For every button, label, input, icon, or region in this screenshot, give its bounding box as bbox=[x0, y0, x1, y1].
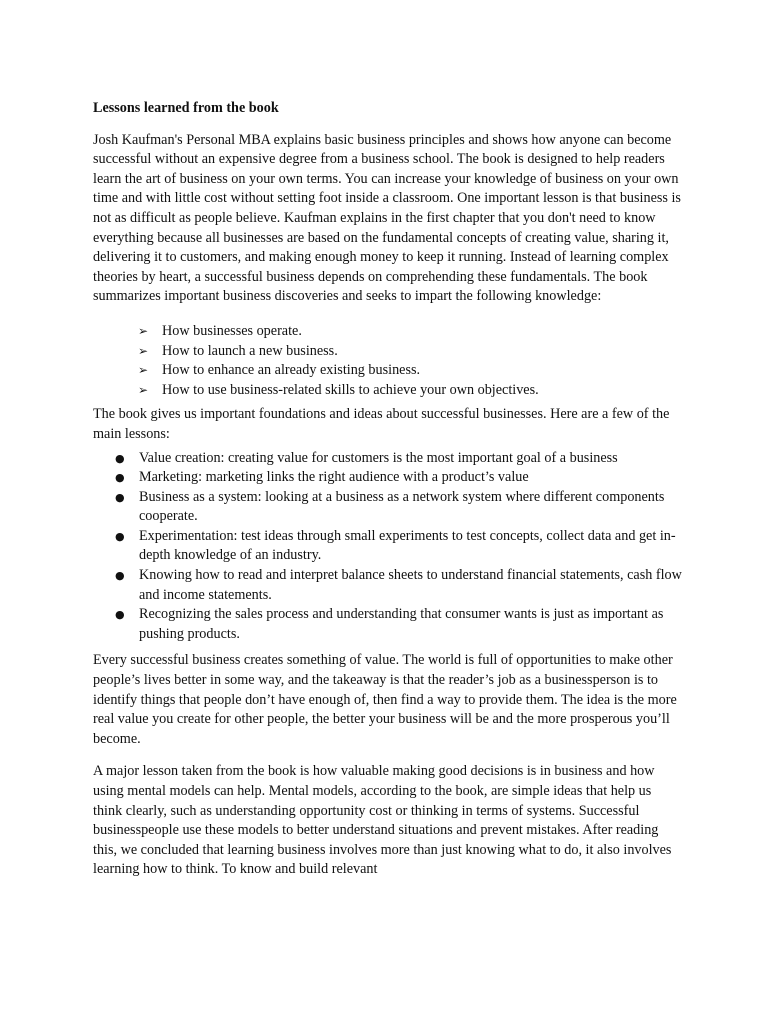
bullet-icon: ● bbox=[115, 490, 125, 504]
knowledge-list bbox=[93, 322, 683, 400]
arrow-bullet-icon: ➢ bbox=[138, 323, 149, 338]
bullet-icon: ● bbox=[115, 569, 125, 583]
list-item: ➢ How businesses operate. bbox=[93, 322, 683, 342]
list-item: ● Recognizing the sales process and understanding that consumer wants is just as important as pushing products. bbox=[115, 606, 664, 642]
bullet-icon: ● bbox=[115, 529, 125, 543]
list-item: ● Value creation: creating value for customers is the most important goal of a business bbox=[93, 449, 683, 469]
arrow-bullet-icon: ➢ bbox=[138, 343, 149, 358]
section-heading: Lessons learned from the book bbox=[93, 100, 279, 116]
lessons-intro-paragraph: The book gives us important foundations and ideas about successful businesses. Here are a few of the main lessons: bbox=[93, 406, 670, 442]
lessons-list bbox=[93, 449, 683, 645]
list-item: ● Business as a system: looking at a business as a network system where different components cooperate. bbox=[115, 488, 665, 525]
list-item: ● Experimentation: test ideas through small experiments to test concepts, collect data and get in-depth knowledge of an industry. bbox=[115, 527, 676, 564]
document-page bbox=[93, 99, 683, 880]
bullet-icon: ● bbox=[115, 451, 125, 465]
list-item: ➢ How to enhance an already existing business. bbox=[93, 361, 683, 381]
list-item: ● Marketing: marketing links the right audience with a product’s value bbox=[93, 468, 683, 488]
decisions-paragraph: A major lesson taken from the book is how valuable making good decisions is in business and how using mental models can help. Mental models, according to the book, are simple ideas that help us think clearly, such as understanding opportunity cost or thinking in terms of systems. Successful businesspeople use these models to better understand situations and prevent mistakes. After reading this, we concluded that learning business involves more than just knowing what to do, it also involves learning how to think. To know and build relevant bbox=[93, 763, 672, 878]
bullet-icon: ● bbox=[115, 608, 125, 622]
list-item: ● Knowing how to read and interpret balance sheets to understand financial statements, cash flow and income statements. bbox=[115, 567, 682, 603]
bullet-icon: ● bbox=[115, 471, 125, 485]
arrow-bullet-icon: ➢ bbox=[138, 363, 149, 378]
list-item: ➢ How to launch a new business. bbox=[93, 342, 683, 362]
list-item: ➢ How to use business-related skills to achieve your own objectives. bbox=[93, 381, 683, 401]
intro-paragraph: Josh Kaufman's Personal MBA explains basic business principles and shows how anyone can become successful without an expensive degree from a business school. The book is designed to help readers learn the art of business on your own terms. You can increase your knowledge of business on your own time and with little cost without setting foot inside a classroom. One important lesson is that business is not as difficult as people believe. Kaufman explains in the first chapter that you don't need to know everything because all businesses are based on the fundamental concepts of creating value, sharing it, delivering it to customers, and making enough money to keep it running. Instead of learning complex theories by heart, a successful business depends on comprehending these fundamentals. The book summarizes important business discoveries and seeks to impart the following knowledge: bbox=[93, 131, 681, 305]
arrow-bullet-icon: ➢ bbox=[138, 382, 149, 397]
value-paragraph: Every successful business creates something of value. The world is full of opportunities to make other people’s lives better in some way, and the takeaway is that the reader’s job as a businessperson is to identify things that people don’t have enough of, then find a way to provide them. The idea is the more real value you create for other people, the better your business will be and the more prosperous you’ll become. bbox=[93, 652, 677, 747]
